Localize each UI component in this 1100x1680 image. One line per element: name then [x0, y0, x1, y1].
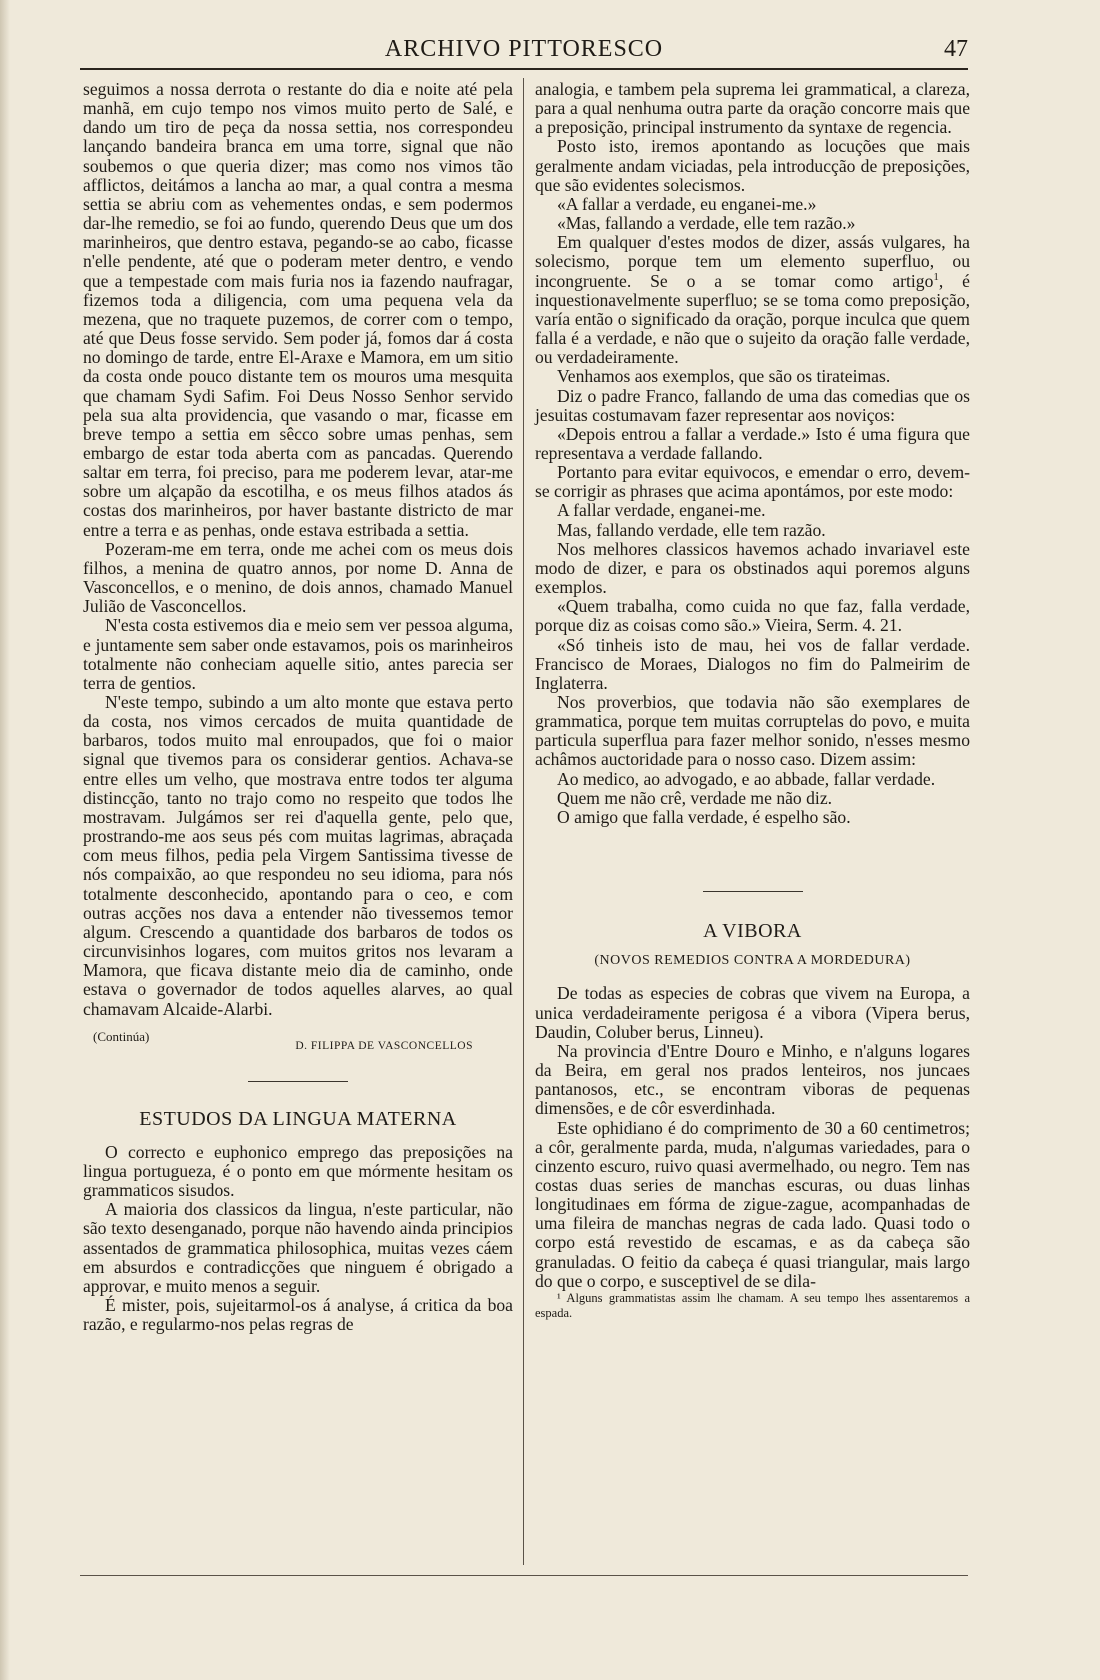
paragraph: N'este tempo, subindo a um alto monte que estava perto da costa, nos vimos cercados de muita quantidade de barbaros, todos muito mal enroupados, que foi o maior signal que tivemos para os considerar gentios. Achava-se entre elles um velho, que mostrava entre todos ter alguma distincção, tanto no trajo como no respeito que todos lhe mostravam. Julgámos ser rei d'aquella gente, pelo que, prostrando-me aos seus pés com muitas lagrimas, abraçada com meus filhos, pedia pela Virgem Santissima tivesse de nós compaixão, ao que respondeu no seu idioma, para nós totalmente desconhecido, apontando para o ceo, e com outras acções nos dava a entender não tivessemos temor algum. Crescendo a quantidade dos barbaros de todos os circunvisinhos logares, com muitos gritos nos levaram a Mamora, que ficava distante meio dia de caminho, onde estava o governador de todos aquelles alarves, ao qual chamavam Alcaide-Alarbi.	[83, 692, 513, 1019]
paragraph: Pozeram-me em terra, onde me achei com os meus dois filhos, a menina de quatro annos, por nome D. Anna de Vasconcellos, e o menino, de dois annos, chamado Manuel Julião de Vasconcellos.	[83, 538, 513, 617]
section-title: A VIBORA	[703, 920, 802, 943]
paragraph	[535, 233, 970, 367]
paragraph: seguimos a nossa derrota o restante do dia e noite até pela manhã, em cujo tempo nos vimos muito perto de Salé, e dando um tiro de peça da nossa settia, nos correspondeu lançando bandeira branca em uma torre, signal que não soubemos o que queria dizer; mas como nos vimos tão afflictos, deitámos a lancha ao mar, a qual contra a mesma settia se abriu com as vehementes ondas, e sem podermos dar-lhe remedio, se foi ao fundo, querendo Deus que um dos marinheiros, que dentro estava, pegando-se ao cabo, ficasse n'elle pendente, até que o poderam meter dentro, e vendo que a tempestade com mais furia nos ia fazendo naufragar, fizemos toda a diligencia, com uma pequena vela da mezena, que no traquete puzemos, de correr com o tempo, até que Deus fosse servido. Sem poder já, fomos dar á costa no domingo de tarde, entre El-Araxe e Mamora, em um sitio da costa onde pouco distante tem os mouros uma mesquita que chamam Sydi Safim. Foi Deus Nosso Senhor servido pela sua alta providencia, que vasando o mar, ficasse em breve tempo a settia em sêcco sobre umas penhas, sem embargo de estar toda aberta com as pancadas. Querendo saltar em terra, foi preciso, para me poderem levar, atar-me sobre um alçapão da escotilha, e os meus filhos atados ás costas dos marinheiros, por haver bastante districto de mar entre a terra e as penhas, onde estava estribada a settia.	[83, 79, 513, 540]
paragraph: «Depois entrou a fallar a verdade.» Isto é uma figura que representava a verdade fallando.	[535, 423, 970, 463]
paragraph: De todas as especies de cobras que vivem na Europa, a unica verdadeiramente perigosa é a vibora (Vipera berus, Daudin, Coluber berus, Linneu).	[535, 983, 970, 1042]
page-edge-shadow	[0, 0, 10, 1680]
right-column	[535, 80, 970, 1321]
paragraph: Posto isto, iremos apontando as locuções que mais geralmente andam viciadas, pela introducção de preposições, que são evidentes solecismos.	[535, 136, 970, 195]
paragraph: «Só tinheis isto de mau, hei vos de fallar verdade. Francisco de Moraes, Dialogos no fim do Palmeirim de Inglaterra.	[535, 634, 970, 693]
left-column	[83, 80, 513, 1334]
paragraph: O correcto e euphonico emprego das preposições na lingua portugueza, é o ponto em que mórmente hesitam os grammaticos sisudos.	[83, 1141, 513, 1201]
paragraph: É mister, pois, sujeitarmol-os á analyse, á critica da boa razão, e regularmo-nos pelas regras de	[83, 1295, 513, 1335]
paragraph: N'esta costa estivemos dia e meio sem ver pessoa alguma, e juntamente sem saber onde estavamos, pois os marinheiros totalmente não conheciam aquelle sitio, antes parecia ser terra de gentios.	[83, 615, 513, 693]
proverb-line: O amigo que falla verdade, é espelho são.	[557, 806, 851, 827]
article-signature-row	[83, 1027, 513, 1063]
paragraph: analogia, e tambem pela suprema lei grammatical, a clareza, para a qual nenhuma outra parte da oração concorre mais que a preposição, principal instrumento da syntaxe de regencia.	[535, 79, 970, 138]
paragraph: Este ophidiano é do comprimento de 30 a 60 centimetros; a côr, geralmente parda, muda, n'algumas variedades, para o cinzento escuro, ruivo quasi avermelhado, ou negro. Tem nas costas duas series de manchas escuras, ou duas linhas longitudinaes em fórma de zigue-zague, acompanhadas de uma fileira de manchas negras de cada lado. Quasi todo o corpo está revestido de escamas, e as da cabeça são granuladas. O feitio da cabeça é quasi triangular, mais largo do que o corpo, e susceptivel de se dila-	[535, 1117, 970, 1291]
paragraph: Nos melhores classicos havemos achado invariavel este modo de dizer, e para os obstinados aqui poremos alguns exemplos.	[535, 538, 970, 598]
column-divider	[523, 78, 524, 1565]
continua-note: (Continúa)	[93, 1028, 150, 1044]
paragraph: Venhamos aos exemplos, que são os tirateimas.	[557, 366, 891, 387]
example-line: Mas, fallando verdade, elle tem razão.	[557, 519, 826, 540]
paragraph: Diz o padre Franco, fallando de uma das comedias que os jesuitas costumavam fazer representar aos noviços:	[535, 385, 970, 425]
section-separator	[703, 891, 803, 892]
proverb-line: Ao medico, ao advogado, e ao abbade, fallar verdade.	[557, 768, 936, 789]
paragraph: Portanto para evitar equivocos, e emendar o erro, devem-se corrigir as phrases que acima apontámos, por este modo:	[535, 462, 970, 502]
footnote: ¹ Alguns grammatistas assim lhe chamam. A seu tempo lhes assentaremos a espada.	[535, 1290, 970, 1320]
footnote-marker: 1	[933, 270, 939, 283]
author-signature: D. FILIPPA DE VASCONCELLOS	[295, 1039, 473, 1052]
page-header	[80, 36, 968, 66]
paragraph: «Quem trabalha, como cuida no que faz, falla verdade, porque diz as coisas como são.» Vieira, Serm. 4. 21.	[535, 596, 970, 636]
quote-line: «A fallar a verdade, eu enganei-me.»	[557, 193, 817, 214]
paragraph: Nos proverbios, que todavia não são exemplares de grammatica, porque tem muitas corruptelas do povo, e muita particula superflua para fazer melhor sonido, n'esses mesmo achâmos auctoridade para o nosso caso. Dizem assim:	[535, 692, 970, 770]
proverb-line: Quem me não crê, verdade me não diz.	[557, 787, 833, 808]
example-line: A fallar verdade, enganei-me.	[557, 500, 766, 521]
page-number: 47	[944, 36, 968, 62]
paragraph: Na provincia d'Entre Douro e Minho, e n'alguns logares da Beira, em geral nos prados lenteiros, nos juncaes pantanosos, etc., se encontram viboras de pequenas dimensões, e de côr esverdinhada.	[535, 1040, 970, 1119]
section-separator	[248, 1081, 348, 1082]
paragraph: A maioria dos classicos da lingua, n'este particular, não são texto desenganado, porque não havendo ainda principios assentados de grammatica philosophica, muitas vezes cáem em absurdos e contradicções que ninguem é obrigado a approvar, e muito menos a seguir.	[83, 1199, 513, 1296]
footer-rule	[80, 1575, 968, 1576]
paragraph-text: Em qualquer d'estes modos de dizer, assás vulgares, ha solecismo, porque tem um elemento superfluo, ou incongruente. Se o a se tomar como artigo	[535, 232, 970, 291]
section-subtitle: (NOVOS REMEDIOS CONTRA A MORDEDURA)	[594, 953, 911, 969]
paragraph-text: , é inquestionavelmente superfluo; se se toma como preposição, varía então o significado da oração, porque inculca que quem falla é a verdade, e não que o sujeito da oração falle verdade, ou verdadeiramente.	[535, 270, 970, 368]
header-rule	[80, 68, 968, 70]
publication-title: ARCHIVO PITTORESCO	[384, 36, 664, 62]
quote-line: «Mas, fallando a verdade, elle tem razão.»	[557, 213, 856, 234]
section-title: ESTUDOS DA LINGUA MATERNA	[139, 1107, 457, 1130]
